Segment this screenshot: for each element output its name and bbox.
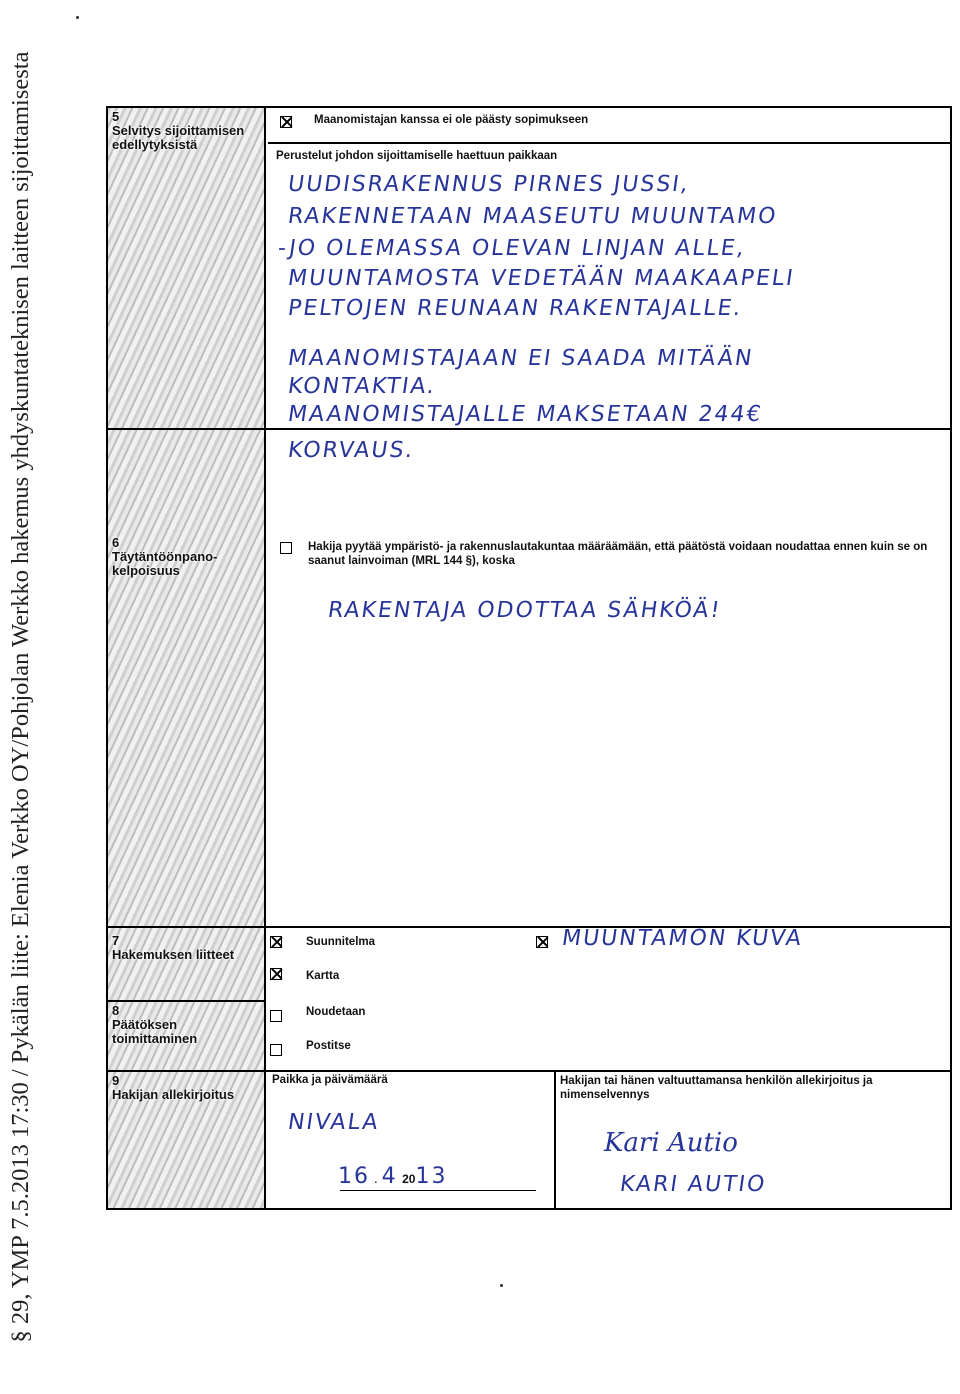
section-7-number: 7 (112, 933, 120, 948)
attachment-map-label: Kartta (306, 970, 340, 982)
attachment-extra-checkbox[interactable] (536, 936, 548, 948)
date-underline (340, 1190, 536, 1191)
section-5-label (112, 110, 262, 152)
section-8-title: Päätöksen toimittaminen (112, 1017, 198, 1046)
place-date-label: Paikka ja päivämäärä (272, 1074, 388, 1086)
attachment-plan-checkbox[interactable] (270, 936, 282, 948)
enforcement-handwritten: RAKENTAJA ODOTTAA SÄHKÖÄ! (326, 598, 723, 623)
separator-line (108, 1070, 950, 1072)
scan-speck (500, 1284, 503, 1287)
delivery-pickup-label: Noudetaan (306, 1006, 366, 1018)
reason-handwritten-line: RAKENNETAAN MAASEUTU MUUNTAMO (286, 204, 780, 229)
handwritten-signature: Kari Autio (604, 1128, 738, 1158)
reason-handwritten-line: -JO OLEMASSA OLEVAN LINJAN ALLE, (276, 236, 748, 261)
date-field: 16 . 4 2013 (338, 1164, 448, 1189)
reason-handwritten-line: MAANOMISTAJALLE MAKSETAAN 244€ (286, 402, 765, 427)
section-5-title: Selvitys sijoittamisen edellytyksistä (112, 123, 245, 152)
delivery-post-label: Postitse (306, 1040, 351, 1052)
date-day: 16 (338, 1164, 370, 1189)
section-6-number: 6 (112, 535, 120, 550)
section-6-label (112, 536, 262, 578)
section-8-number: 8 (112, 1003, 120, 1018)
delivery-post-checkbox[interactable] (270, 1044, 282, 1056)
reason-handwritten-line: KONTAKTIA. (286, 374, 438, 399)
section-9-label (112, 1074, 262, 1102)
section-9-title: Hakijan allekirjoitus (112, 1087, 235, 1102)
section-5-number: 5 (112, 109, 120, 124)
attachment-plan-label: Suunnitelma (306, 936, 376, 948)
name-clarification: KARI AUTIO (618, 1172, 769, 1197)
date-month: 4 (381, 1164, 398, 1189)
column-divider (554, 1070, 556, 1210)
no-agreement-checkbox[interactable] (280, 116, 292, 128)
section-7-title: Hakemuksen liitteet (112, 947, 235, 962)
section-9-number: 9 (112, 1073, 120, 1088)
reason-handwritten-line: MAANOMISTAJAAN EI SAADA MITÄÄN (286, 346, 756, 371)
section-8-label (112, 1004, 262, 1046)
reason-handwritten-line: KORVAUS. (286, 438, 417, 463)
section-6-title: Täytäntöönpano-kelpoisuus (112, 549, 218, 578)
date-year-prefix: 20 (402, 1172, 416, 1186)
delivery-pickup-checkbox[interactable] (270, 1010, 282, 1022)
reason-label: Perustelut johdon sijoittamiselle haettuun paikkaan (276, 150, 558, 162)
side-title (0, 0, 42, 1394)
attachment-map-checkbox[interactable] (270, 968, 282, 980)
section-7-label (112, 934, 262, 962)
reason-handwritten-line: PELTOJEN REUNAAN RAKENTAJALLE. (286, 296, 745, 321)
enforcement-checkbox[interactable] (280, 542, 292, 554)
reason-handwritten-line: UUDISRAKENNUS PIRNES JUSSI, (286, 172, 692, 197)
separator-line (108, 428, 950, 430)
scan-speck (76, 16, 79, 19)
reason-handwritten-line: MUUNTAMOSTA VEDETÄÄN MAAKAAPELI (286, 266, 797, 291)
signature-label: Hakijan tai hänen valtuuttamansa henkilön allekirjoitus ja nimenselvennys (560, 1075, 873, 1101)
attachment-extra-handwritten: MUUNTAMON KUVA (560, 926, 805, 951)
separator-line (108, 926, 950, 928)
application-form (106, 106, 952, 1210)
enforcement-text: Hakija pyytää ympäristö- ja rakennuslautakuntaa määräämään, että päätöstä voidaan noudattaa ennen kuin se on saanut lainvoiman (MRL 144 §), koska (308, 541, 928, 567)
side-title-text: § 29, YMP 7.5.2013 17:30 / Pykälän liite: Elenia Verkko OY/Pohjolan Werkko hakemus yhdyskuntateknisen laitteen sijoittamisesta (7, 51, 34, 1343)
separator-line (108, 1000, 266, 1002)
place-handwritten: NIVALA (286, 1110, 382, 1135)
date-year: 13 (415, 1164, 448, 1189)
no-agreement-label: Maanomistajan kanssa ei ole päästy sopimukseen (314, 114, 589, 126)
separator-line (268, 142, 950, 144)
